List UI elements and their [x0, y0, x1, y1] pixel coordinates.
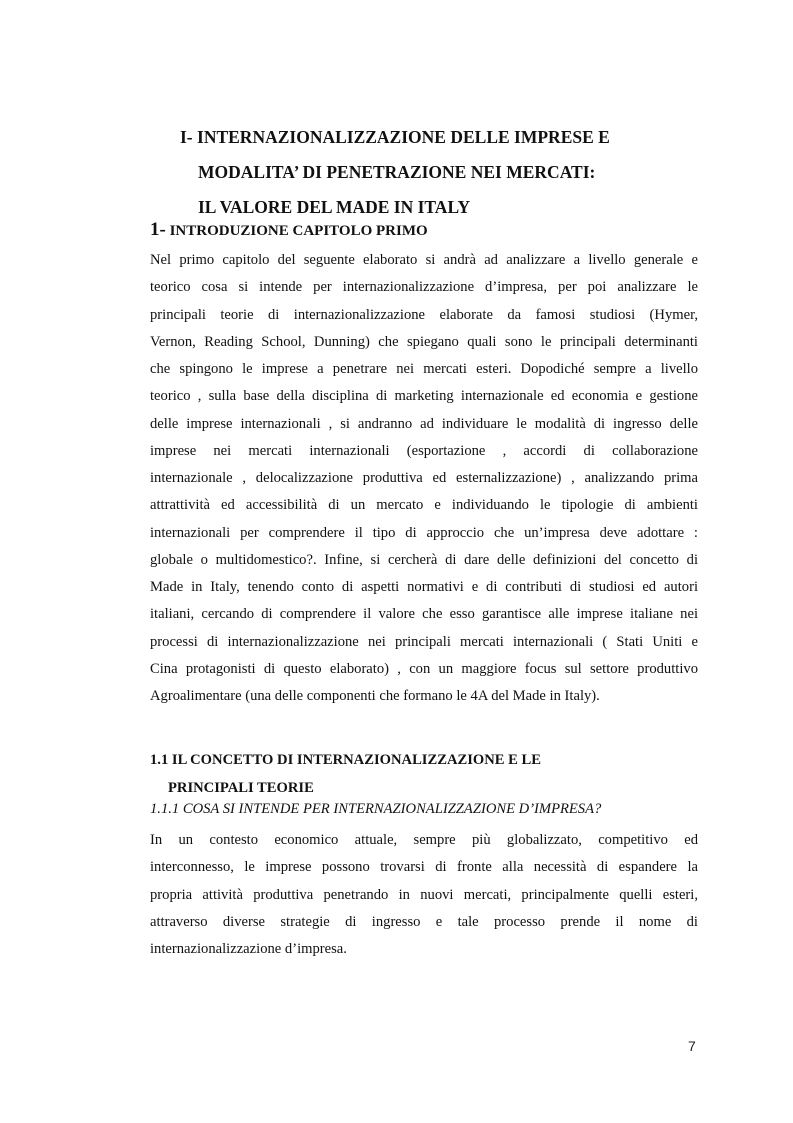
section-heading-intro: [150, 219, 428, 241]
paragraph-line: internazionalizzazione d’impresa.: [150, 941, 347, 957]
intro-paragraph: [150, 247, 698, 710]
paragraph-line: internazionali per comprendere il tipo di approccio che un’impresa deve adottare :: [150, 524, 698, 541]
page-number: 7: [688, 1038, 696, 1054]
paragraph-line: Made in Italy, tenendo conto di aspetti normativi e di contributi di studiosi ed autori: [150, 579, 698, 595]
paragraph-line: teorico , sulla base della disciplina di marketing internazionale ed economia e gestione: [150, 388, 698, 405]
paragraph-line: italiani, cercando di comprendere il valore che esso garantisce alle imprese italiane nei: [150, 606, 698, 623]
section-number: 1-: [150, 219, 166, 240]
paragraph-line: attrattività ed accessibilità di un mercato e individuando le tipologie di ambienti: [150, 497, 698, 514]
paragraph-line: interconnesso, le imprese possono trovarsi di fronte alla necessità di espandere la: [150, 859, 698, 876]
section-heading-concept: [150, 746, 541, 802]
paragraph-line: In un contesto economico attuale, sempre più globalizzato, competitivo ed: [150, 832, 698, 848]
paragraph-line: Agroalimentare (una delle componenti che formano le 4A del Made in Italy).: [150, 688, 600, 704]
section-title: INTRODUZIONE CAPITOLO PRIMO: [165, 223, 428, 239]
paragraph-line: internazionale , delocalizzazione produttiva ed esternalizzazione) , analizzando prima: [150, 470, 698, 486]
paragraph-line: Vernon, Reading School, Dunning) che spiegano quali sono le principali determinanti: [150, 333, 698, 350]
paragraph-line: principali teorie di internazionalizzazione elaborate da famosi studiosi (Hymer,: [150, 306, 698, 323]
paragraph-line: Nel primo capitolo del seguente elaborato si andrà ad analizzare a livello generale e: [150, 252, 698, 268]
paragraph-line: attraverso diverse strategie di ingresso e tale processo prende il nome di: [150, 913, 698, 930]
section-heading-line-1: 1.1 IL CONCETTO DI INTERNAZIONALIZZAZIONE E LE: [150, 752, 542, 768]
subsection-heading: 1.1.1 COSA SI INTENDE PER INTERNAZIONALIZZAZIONE D’IMPRESA?: [150, 801, 602, 817]
chapter-title-line-1: I- INTERNAZIONALIZZAZIONE DELLE IMPRESE E: [180, 127, 610, 147]
paragraph-line: delle imprese internazionali , si andranno ad individuare le modalità di ingresso delle: [150, 415, 698, 432]
paragraph-line: imprese nei mercati internazionali (esportazione , accordi di collaborazione: [150, 442, 698, 459]
paragraph-line: propria attività produttiva penetrando in nuovi mercati, principalmente quelli esteri,: [150, 886, 698, 903]
section-heading-line-2: PRINCIPALI TEORIE: [168, 780, 314, 796]
paragraph-line: processi di internazionalizzazione nei principali mercati internazionali ( Stati Uniti e: [150, 633, 698, 650]
subsection-paragraph: [150, 827, 698, 963]
chapter-title: [180, 120, 720, 225]
paragraph-line: globale o multidomestico?. Infine, si cercherà di dare delle definizioni del concetto di: [150, 551, 698, 568]
paragraph-line: che spingono le imprese a penetrare nei mercati esteri. Dopodiché sempre a livello: [150, 361, 698, 377]
chapter-title-line-3: IL VALORE DEL MADE IN ITALY: [198, 197, 471, 217]
paragraph-line: Cina protagonisti di questo elaborato) , con un maggiore focus sul settore produttivo: [150, 660, 698, 677]
chapter-title-line-2: MODALITA’ DI PENETRAZIONE NEI MERCATI:: [198, 162, 596, 182]
paragraph-line: teorico cosa si intende per internazionalizzazione d’impresa, per poi analizzare le: [150, 279, 698, 296]
